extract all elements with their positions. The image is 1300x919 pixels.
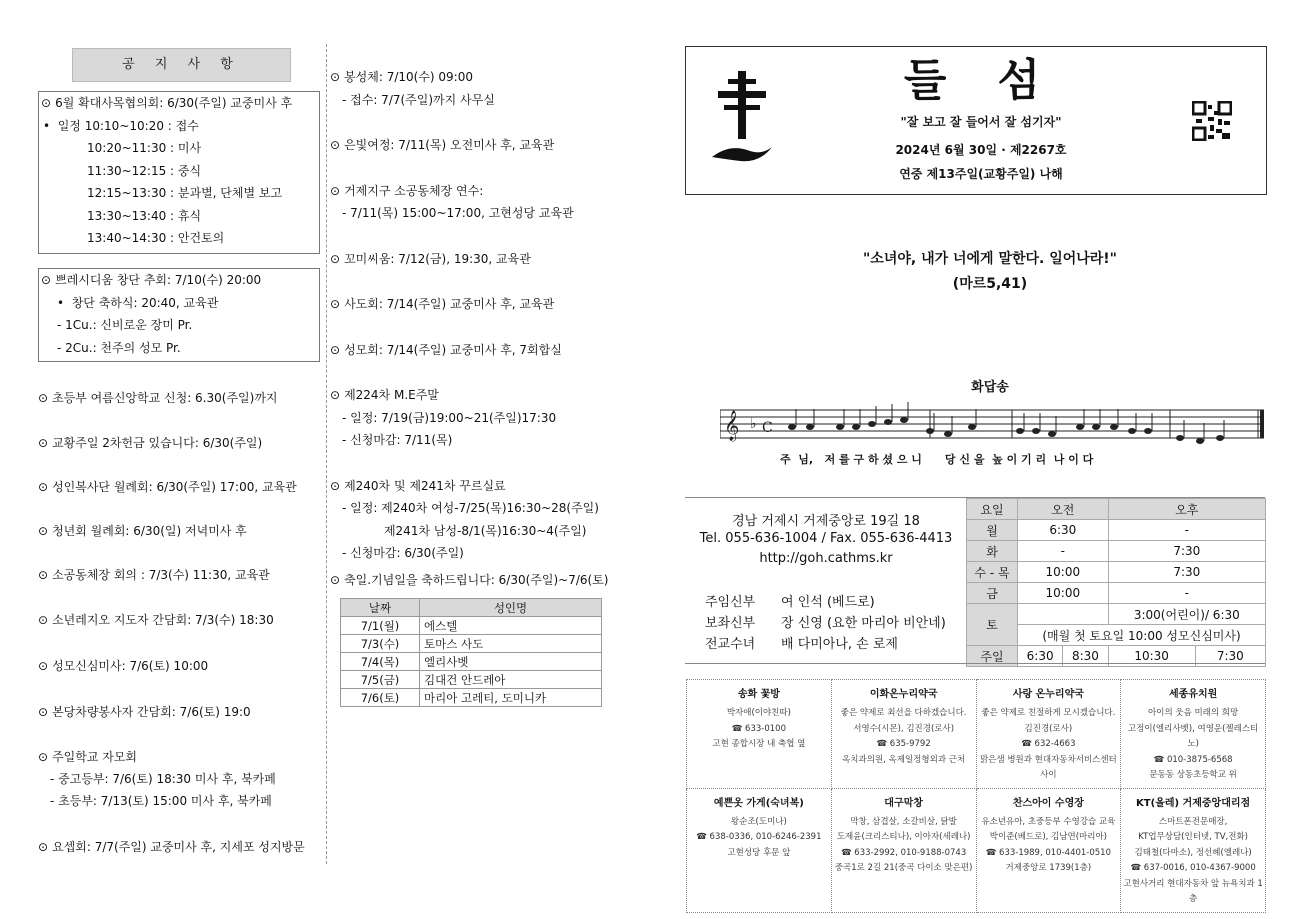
ad-line: 옥치과의원, 옥제일정형외과 근처 (842, 754, 966, 765)
ad-line: ☎ 637-0016, 010-4367-9000 (1130, 863, 1256, 873)
feast-saint: 엘리사벳 (420, 653, 602, 671)
parish-website: http://goh.cathms.kr (759, 551, 893, 566)
mass-col-pm: 오후 (1108, 499, 1265, 520)
feast-col-date: 날짜 (341, 599, 420, 617)
staff-name: 배 다미아나, 손 로제 (781, 637, 898, 652)
middle-notice-head: ⊙ 성모회: 7/14(주일) 교중미사 후, 7회합실 (330, 339, 630, 362)
ad-line: 스마트폰전문매장, (1158, 816, 1228, 827)
sunday-school-head: ⊙ 주일학교 자모회 (38, 746, 137, 769)
notice-item: ⊙ 본당차량봉사자 간담회: 7/6(토) 19:0 (38, 701, 251, 724)
feast-row (341, 689, 602, 707)
mass-day: 수 - 목 (967, 562, 1018, 583)
feast-saint: 김대건 안드레아 (420, 671, 602, 689)
mass-am: - (1018, 541, 1109, 562)
mass-schedule (966, 498, 1266, 667)
ad-title: 송화 꽃방 (737, 689, 780, 700)
feast-col-saint: 성인명 (420, 599, 602, 617)
staff-role: 주임신부 (705, 595, 756, 610)
music-note (1092, 424, 1100, 430)
ad-line: ☎ 633-1989, 010-4401-0510 (985, 847, 1111, 858)
feast-date: 7/3(수) (341, 635, 420, 653)
ad-line: KT업무상담(인터넷, TV,전화) (1138, 832, 1248, 842)
mass-day: 토 (967, 604, 1018, 646)
ad-line: 박이준(베드로), 김남연(마리아) (989, 832, 1107, 842)
mass-pm: 7:30 (1108, 541, 1265, 562)
music-note (944, 431, 952, 437)
praesidium-item-text: 창단 축하식: 20:40, 교육관 (71, 295, 219, 310)
mass-sun-time: 6:30 (1018, 646, 1063, 667)
praesidium-item: • 창단 축하식: 20:40, 교육관 (57, 295, 219, 310)
mass-pm: - (1108, 520, 1265, 541)
schedule-item: 12:15~13:30 : 분과별, 단체별 보고 (87, 186, 283, 200)
music-note (884, 419, 892, 425)
gospel-reference: (마르5,41) (952, 276, 1028, 292)
ad-line: 거제중앙로 1739(1층) (1005, 863, 1092, 873)
middle-notice-head: ⊙ 꼬미씨움: 7/12(금), 19:30, 교육관 (330, 248, 630, 271)
mass-sun-time: 7:30 (1195, 646, 1265, 667)
parish-address: 경남 거제시 거제중앙로 19길 18 (732, 514, 920, 529)
music-note (1128, 428, 1136, 434)
ad-line: ☎ 632-4663 (1021, 739, 1076, 749)
meeting-head: ⊙ 6월 확대사목협의회: 6/30(주일) 교중미사 후 (39, 92, 319, 115)
sunday-school-item: - 중고등부: 7/6(토) 18:30 미사 후, 북카페 (50, 772, 276, 786)
feast-saint: 마리아 고레티, 도미니카 (420, 689, 602, 707)
feast-row (341, 617, 602, 635)
ads-row (687, 788, 1266, 912)
ad-line: 중곡1로 2길 21(중곡 다이소 맞은편) (834, 863, 973, 873)
music-note (926, 428, 934, 434)
staff-list (704, 590, 947, 653)
ad-line: ☎ 633-0100 (731, 723, 786, 734)
music-note (1144, 428, 1152, 434)
schedule-item: 10:10~10:20 : 접수 (84, 118, 199, 133)
masthead (685, 46, 1267, 195)
mass-col-am: 오전 (1018, 499, 1109, 520)
music-note (1176, 435, 1184, 441)
middle-notice-sub: 제241차 남성-8/1(목)16:30~4(주일) (342, 523, 587, 538)
feast-saint: 에스텔 (420, 617, 602, 635)
notice-item: ⊙ 성모신심미사: 7/6(토) 10:00 (38, 655, 208, 678)
mass-sun-time: 8:30 (1063, 646, 1108, 667)
middle-notice-sub: - 일정: 제240차 여성-7/25(목)16:30~28(주일) (342, 501, 599, 515)
feast-row (341, 653, 602, 671)
mass-am: 10:00 (1018, 583, 1109, 604)
praesidium-box (38, 268, 320, 362)
ad-title: 대구막창 (884, 797, 923, 809)
notice-title: 공 지 사 항 (72, 48, 291, 82)
music-note (1032, 428, 1040, 434)
ad-line: 김태철(다마소), 정선혜(엘레나) (1134, 847, 1252, 858)
mass-sun-time: 10:30 (1108, 646, 1195, 667)
middle-notice-sub: - 7/11(목) 15:00~17:00, 고현성당 교육관 (342, 206, 574, 220)
music-note (1016, 428, 1024, 434)
mass-row (967, 520, 1266, 541)
notice-item: ⊙ 성인복사단 월례회: 6/30(주일) 17:00, 교육관 (38, 476, 297, 499)
middle-notice-head: ⊙ 봉성체: 7/10(수) 09:00 (330, 66, 630, 89)
ad-line: 고현성당 후문 앞 (727, 847, 791, 858)
praesidium-item: - 2Cu.: 천주의 성모 Pr. (57, 340, 181, 355)
music-note (788, 424, 796, 430)
ad-line: 막창, 삼겹살, 소갈비살, 닭발 (850, 816, 957, 827)
ad-line: 고현사거리 현대자동차 앞 뉴욕치과 1층 (1123, 878, 1263, 904)
liturgical-day: 연중 제13주일(교황주일) 나해 (899, 167, 1063, 181)
ad-line: 맑은샘 병원과 현대자동차서비스센터 사이 (979, 754, 1117, 780)
mass-sat-pm: 3:00(어린이)/ 6:30 (1108, 604, 1265, 625)
feast-table (340, 598, 602, 707)
ad-cell (1121, 788, 1266, 912)
qr-code-icon (1192, 101, 1232, 141)
music-note (836, 424, 844, 430)
music-note (806, 424, 814, 430)
ad-cell (687, 680, 832, 789)
mass-col-day: 요일 (967, 499, 1018, 520)
middle-notice-sub: - 접수: 7/7(주일)까지 사무실 (342, 92, 495, 107)
feast-head: ⊙ 축일.기념일을 축하드립니다: 6/30(주일)~7/6(토) (330, 569, 608, 592)
ad-cell (687, 788, 832, 912)
motto: "잘 보고 잘 들어서 잘 섬기자" (900, 115, 1062, 129)
info-divider-bottom (685, 663, 1265, 664)
ad-title: 세종유치원 (1168, 689, 1218, 700)
issue-date: 2024년 6월 30일 · 제2267호 (895, 143, 1067, 157)
ad-line: ☎ 010-3875-6568 (1153, 754, 1233, 765)
ad-line: 좋은 약제로 친절하게 모시겠습니다. (981, 708, 1116, 718)
mass-am: 6:30 (1018, 520, 1109, 541)
feast-row (341, 671, 602, 689)
mass-row (967, 583, 1266, 604)
hymn-title: 화답송 (971, 380, 1009, 395)
parish-phone: Tel. 055-636-1004 / Fax. 055-636-4413 (699, 531, 953, 546)
staff-name: 여 인석 (베드로) (781, 595, 875, 610)
sunday-school-item: - 초등부: 7/13(토) 15:00 미사 후, 북카페 (50, 794, 272, 808)
mass-day: 월 (967, 520, 1018, 541)
music-staff (720, 402, 1268, 446)
ads-grid (686, 679, 1266, 913)
mass-row (967, 562, 1266, 583)
ad-cell (976, 788, 1121, 912)
feast-saint: 토마스 사도 (420, 635, 602, 653)
svg-text:𝄞: 𝄞 (724, 411, 740, 441)
mass-day: 화 (967, 541, 1018, 562)
middle-notice-sub: - 신청마감: 7/11(목) (342, 433, 453, 447)
meeting-schedule: • 일정 10:10~10:20 : 접수 (43, 118, 199, 133)
ad-line: 고정이(엘리사벳), 여영운(젤레스티노) (1127, 723, 1259, 749)
ad-title: 예쁜옷 가게(숙녀복) (713, 797, 804, 809)
staff-role: 전교수녀 (705, 637, 756, 652)
middle-notice-head: ⊙ 제224차 M.E주말 (330, 384, 630, 407)
ad-line: 김진경(로사) (1024, 723, 1073, 734)
schedule-item: 11:30~12:15 : 중식 (87, 163, 202, 178)
ad-cell (831, 680, 976, 789)
newsletter-logo: 들 섬 (903, 55, 1059, 106)
middle-notice-sub: - 일정: 7/19(금)19:00~21(주일)17:30 (342, 410, 557, 425)
middle-notice-head: ⊙ 거제지구 소공동체장 연수: (330, 180, 630, 203)
ad-line: 박자애(이야친따) (726, 708, 791, 718)
notice-item: ⊙ 초등부 여름신앙학교 신청: 6.30(주일)까지 (38, 387, 278, 410)
schedule-item: 13:30~13:40 : 휴식 (87, 208, 202, 223)
mass-sat-note: (매월 첫 토요일 10:00 성모신심미사) (1018, 625, 1266, 646)
ad-line: 아이의 웃음 미래의 희망 (1148, 708, 1239, 718)
schedule-item: 13:40~14:30 : 안건토의 (87, 231, 225, 245)
schedule-label: 일정 (57, 118, 81, 133)
praesidium-head: ⊙ 쁘레시디움 창단 추회: 7/10(수) 20:00 (39, 269, 319, 292)
mass-pm: - (1108, 583, 1265, 604)
mass-day: 금 (967, 583, 1018, 604)
mass-row (967, 541, 1266, 562)
ad-title: 찬스아이 수영장 (1012, 797, 1084, 809)
ad-title: 이화온누리약국 (869, 689, 938, 700)
ad-cell (976, 680, 1121, 789)
music-note (852, 424, 860, 430)
music-note (1216, 435, 1224, 441)
cross-logo-icon (710, 69, 774, 169)
notice-item: ⊙ 청년회 월례회: 6/30(일) 저녁미사 후 (38, 520, 247, 543)
middle-notice-head: ⊙ 제240차 및 제241차 꾸르실료 (330, 475, 630, 498)
notice-item: ⊙ 소년레지오 지도자 간담회: 7/3(수) 18:30 (38, 609, 274, 632)
feast-date: 7/5(금) (341, 671, 420, 689)
ad-line: ☎ 638-0336, 010-6246-2391 (696, 832, 822, 842)
notice-item: ⊙ 요셉회: 7/7(주일) 교중미사 후, 지세포 성지방문 (38, 836, 305, 859)
svg-text:♭: ♭ (750, 416, 757, 432)
ad-line: 도제윤(크리스티나), 이아자(세레나) (836, 832, 971, 842)
staff-role: 보좌신부 (705, 616, 756, 631)
ad-line: 유소년유아, 초중등부 수영강습 교육 (981, 816, 1116, 827)
svg-text:C: C (762, 420, 773, 436)
music-note (968, 424, 976, 430)
ad-cell (1121, 680, 1266, 789)
ad-line: ☎ 635-9792 (876, 739, 931, 749)
music-note (1048, 431, 1056, 437)
mass-day: 주일 (967, 646, 1018, 667)
music-note (868, 421, 876, 427)
music-note (1196, 438, 1204, 444)
staff-name: 장 신영 (요한 마리아 비안네) (781, 616, 946, 631)
ad-line: 왕순조(도미나) (730, 816, 787, 827)
feast-date: 7/1(월) (341, 617, 420, 635)
hymn-lyrics: 주 님, 저 를 구 하 셨 으 니 당 신 을 높 이 기 리 나 이 다 (780, 453, 1094, 466)
meeting-box (38, 91, 320, 254)
feast-date: 7/4(목) (341, 653, 420, 671)
mass-am: 10:00 (1018, 562, 1109, 583)
praesidium-item: - 1Cu.: 신비로운 장미 Pr. (57, 318, 193, 332)
music-note (900, 417, 908, 423)
ad-line: 문동동 상동초등학교 위 (1149, 770, 1237, 780)
music-note (1076, 424, 1084, 430)
mass-pm: 7:30 (1108, 562, 1265, 583)
schedule-item: 10:20~11:30 : 미사 (87, 141, 202, 155)
notice-item: ⊙ 소공동체장 회의 : 7/3(수) 11:30, 교육관 (38, 564, 270, 587)
middle-notice-head: ⊙ 사도회: 7/14(주일) 교중미사 후, 교육관 (330, 293, 630, 316)
ad-line: ☎ 633-2992, 010-9188-0743 (841, 847, 967, 858)
gospel-quote: "소녀야, 내가 너에게 말한다. 일어나라!" (863, 251, 1117, 267)
ads-row (687, 680, 1266, 789)
middle-notice-sub: - 신청마감: 6/30(주일) (342, 546, 464, 560)
ad-line: 좋은 약제로 최선을 다하겠습니다. (840, 708, 967, 718)
middle-notices (330, 66, 630, 565)
ad-line: 고현 종합시장 내 축협 옆 (712, 739, 806, 749)
ad-title: 사랑 온누리약국 (1012, 689, 1084, 700)
middle-notice-head: ⊙ 은빛여정: 7/11(목) 오전미사 후, 교육관 (330, 134, 630, 157)
ad-title: KT(올레) 거제중앙대리점 (1136, 797, 1251, 809)
music-note (1110, 424, 1118, 430)
ad-line: 서영수(시몬), 김진경(로사) (853, 723, 955, 734)
column-divider (326, 44, 327, 864)
notice-item: ⊙ 교황주일 2차헌금 있습니다: 6/30(주일) (38, 432, 262, 455)
ad-cell (831, 788, 976, 912)
feast-row (341, 635, 602, 653)
feast-date: 7/6(토) (341, 689, 420, 707)
